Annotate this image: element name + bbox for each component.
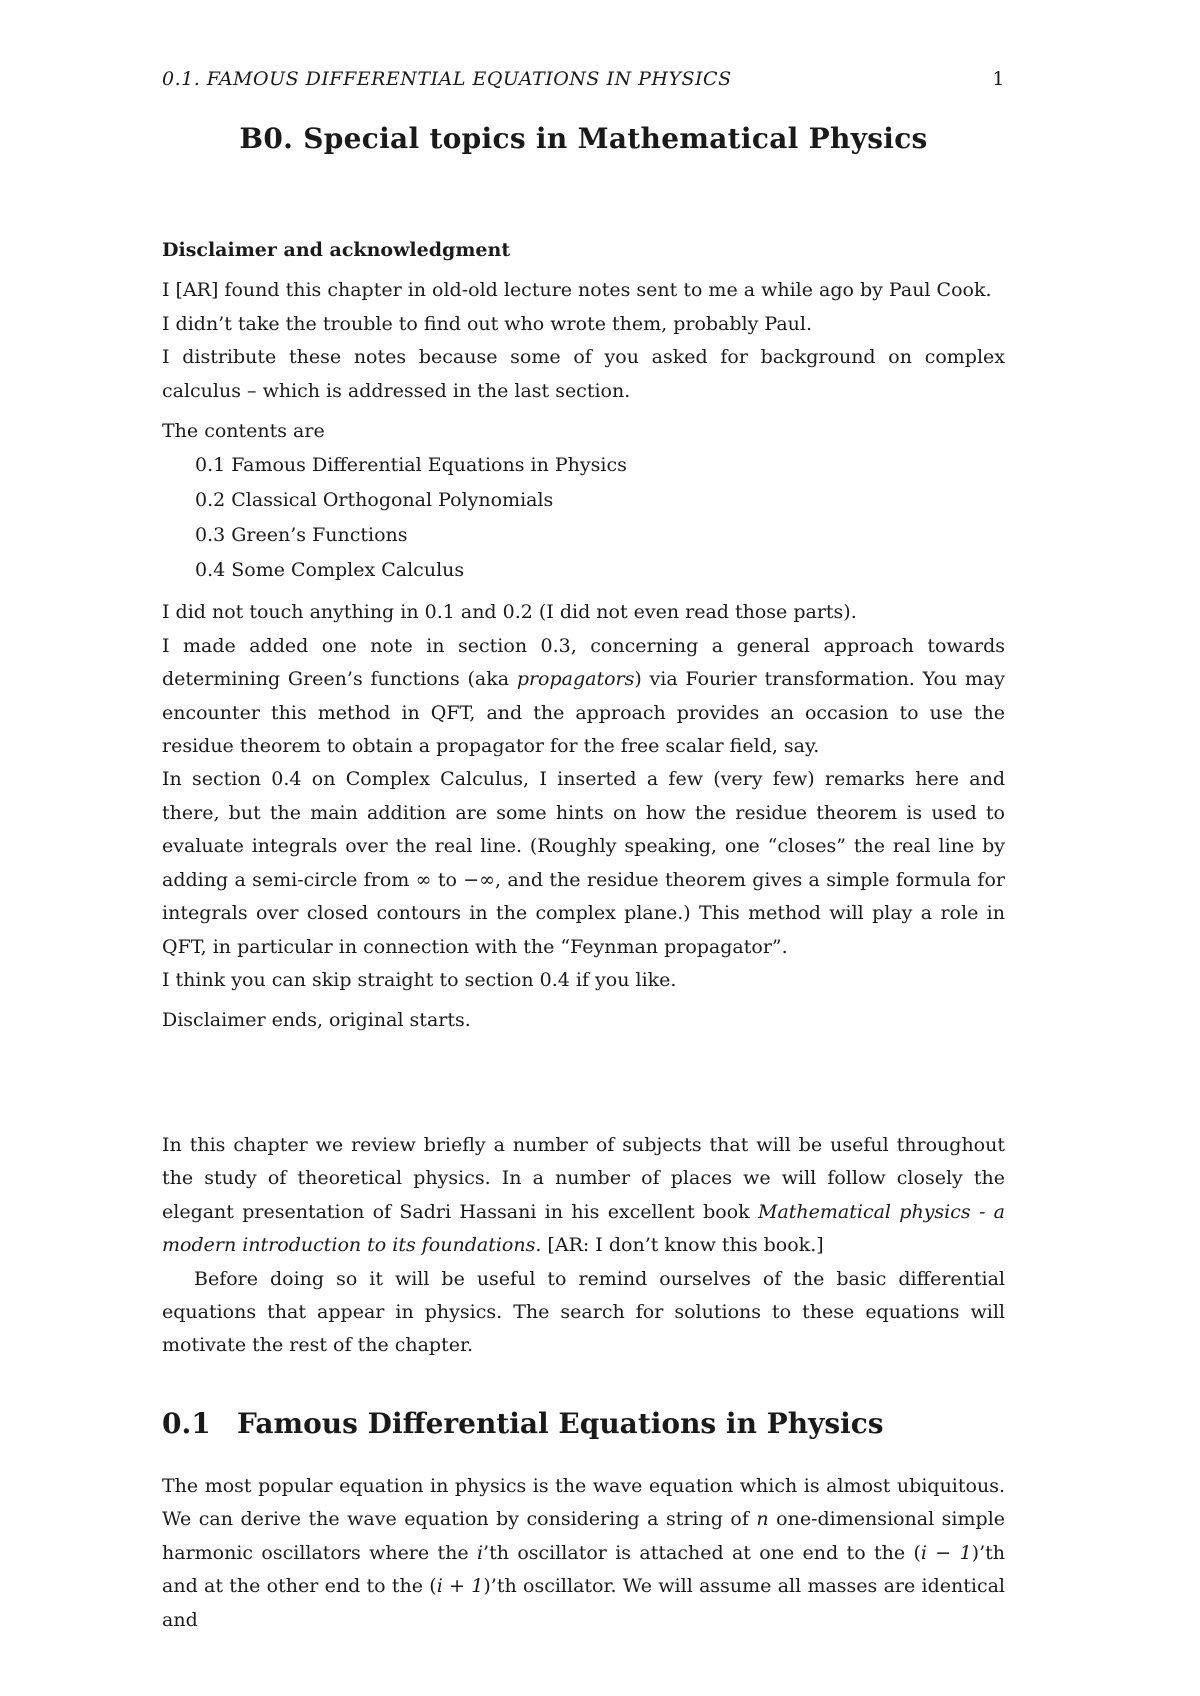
intro-paragraph-2: Before doing so it will be useful to remind ourselves of the basic differential equations that appear in physics. The search for solutions to these equations will motivate the rest of the chapter. <box>162 1267 1005 1357</box>
contents-intro: The contents are <box>162 420 325 443</box>
running-head-title: 0.1. FAMOUS DIFFERENTIAL EQUATIONS IN PHYSICS <box>162 68 732 90</box>
document-page <box>162 0 1005 1696</box>
note-untouched: I did not touch anything in 0.1 and 0.2 (I did not even read those parts). <box>162 601 857 624</box>
section-number: 0.1 <box>162 1407 211 1440</box>
intro-paragraph-1: In this chapter we review briefly a number of subjects that will be useful throughout the study of theoretical physics. In a number of places we will follow closely the elegant presentation of Sadri Hassani in his excellent book Mathematical physics - a modern introduction to its foundations. [AR: I don’t know this book.] <box>162 1134 1006 1257</box>
contents-item: 0.3 Green’s Functions <box>195 524 408 547</box>
disclaimer-section <box>162 234 1005 1038</box>
section-body <box>162 1470 1005 1637</box>
document-title: B0. Special topics in Mathematical Physics <box>239 122 928 155</box>
note-section-03: I made added one note in section 0.3, concerning a general approach towards determining Green’s functions (aka propagators) via Fourier transformation. You may encounter this method in QFT, and the approach provides an occasion to use the residue theorem to obtain a propagator for the free scalar field, say. <box>162 634 1005 758</box>
book-title: Mathematical physics - a modern introduction to its foundations. <box>162 1200 1006 1257</box>
running-head <box>162 68 1005 90</box>
page-number: 1 <box>992 68 1005 90</box>
propagators-term: propagators <box>516 668 635 691</box>
disclaimer-line-1: I [AR] found this chapter in old-old lecture notes sent to me a while ago by Paul Cook. <box>162 279 992 302</box>
contents-item: 0.1 Famous Differential Equations in Physics <box>195 454 627 477</box>
note-section-04: In section 0.4 on Complex Calculus, I inserted a few (very few) remarks here and there, but the main addition are some hints on how the residue theorem is used to evaluate integrals over the real line. (Roughly speaking, one “closes” the real line by adding a semi-circle from ∞ to −∞, and the residue theorem gives a simple formula for integrals over closed contours in the complex plane.) This method will play a role in QFT, in particular in connection with the “Feynman propagator”. <box>162 768 1005 958</box>
intro-section <box>162 1129 1005 1363</box>
disclaimer-heading: Disclaimer and acknowledgment <box>162 239 511 261</box>
note-skip: I think you can skip straight to section 0.4 if you like. <box>162 968 677 991</box>
section-title: Famous Differential Equations in Physics <box>237 1407 884 1440</box>
disclaimer-line-3: I distribute these notes because some of you asked for background on complex calculus – which is addressed in the last section. <box>162 346 1005 402</box>
section-heading <box>162 1407 1005 1440</box>
disclaimer-line-2: I didn’t take the trouble to find out who wrote them, probably Paul. <box>162 312 812 335</box>
section-paragraph-1: The most popular equation in physics is the wave equation which is almost ubiquitous. We can derive the wave equation by considering a string of n one-dimensional simple harmonic oscillators where the i’th oscillator is attached at one end to the (i − 1)’th and at the other end to the (i + 1)’th oscillator. We will assume all masses are identical and <box>162 1475 1006 1631</box>
contents-list <box>162 448 1005 588</box>
contents-item: 0.2 Classical Orthogonal Polynomials <box>195 489 554 512</box>
contents-item: 0.4 Some Complex Calculus <box>195 559 465 582</box>
disclaimer-ends: Disclaimer ends, original starts. <box>162 1009 471 1032</box>
